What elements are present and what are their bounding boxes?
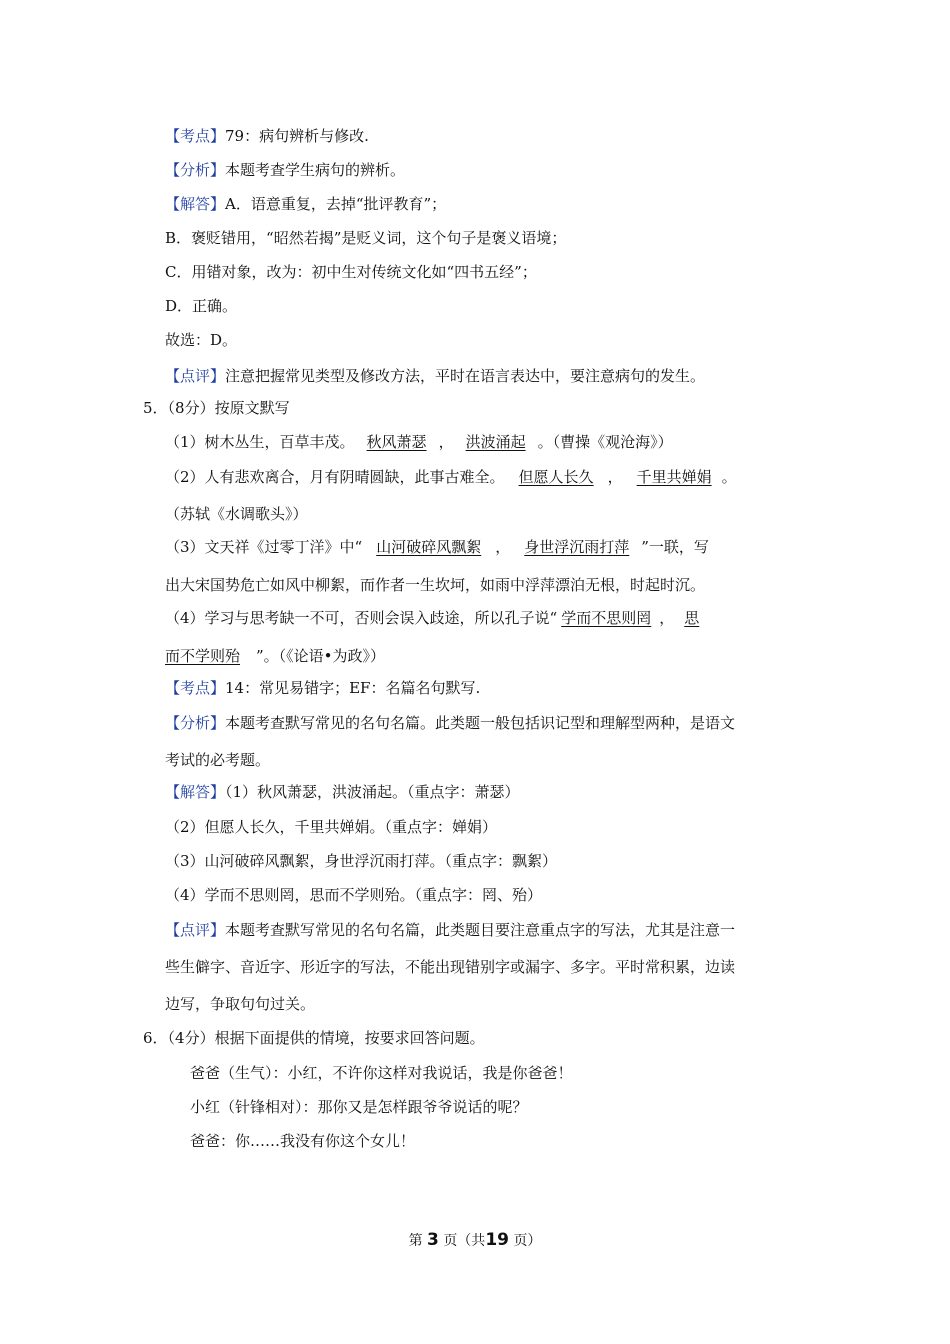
item-text: （2）人有悲欢离合，月有阴晴圆缺，此事古难全。 xyxy=(165,468,505,486)
guxuan-text: 故选：D。 xyxy=(165,331,238,349)
dianping-line-q4 xyxy=(165,366,705,386)
question-number: 6． xyxy=(143,1029,168,1047)
item-text: （4）学习与思考缺一不可，否则会误入歧途，所以孔子说“ xyxy=(165,609,558,627)
footer-text: 第 xyxy=(408,1233,423,1249)
punct: ， xyxy=(495,538,511,556)
fenxi-line-q5 xyxy=(165,713,735,733)
jieda-option-b: B．褒贬错用，“昭然若揭”是贬义词，这个句子是褒义语境； xyxy=(165,229,567,247)
punct: ， xyxy=(438,433,454,451)
jieda-item-4: （4）学而不思则罔，思而不学则殆。（重点字：罔、殆） xyxy=(165,886,543,904)
dianping-text: 注意把握常见类型及修改方法，平时在语言表达中，要注意病句的发生。 xyxy=(225,367,706,385)
answer-blank: 学而不思则罔 xyxy=(561,609,652,627)
fenxi-tag: 【分析】 xyxy=(165,161,226,179)
q5-item-1 xyxy=(165,432,673,452)
q5-item-2 xyxy=(165,467,737,487)
total-pages: 19 xyxy=(485,1230,509,1250)
answer-blank: 而不学则殆 xyxy=(165,647,241,665)
dialogue-line-1: 爸爸（生气）：小红，不许你这样对我说话，我是你爸爸！ xyxy=(190,1064,573,1082)
dianping-line-q5 xyxy=(165,920,735,940)
item-text: （1）树木丛生，百草丰茂。 xyxy=(165,433,355,451)
jieda-text: （1）秋风萧瑟，洪波涌起。（重点字：萧瑟） xyxy=(225,783,520,801)
q5-item-2-source: （苏轼《水调歌头》） xyxy=(165,505,308,523)
dialogue-line-3: 爸爸：你……我没有你这个女儿！ xyxy=(190,1132,416,1150)
q5-item-3 xyxy=(165,537,709,557)
footer-text: 页） xyxy=(513,1233,542,1249)
question-5-stem xyxy=(143,398,290,418)
jieda-item-3: （3）山河破碎风飘絮，身世浮沉雨打萍。（重点字：飘絮） xyxy=(165,852,558,870)
kaodian-line-q5 xyxy=(165,678,480,698)
jieda-option-d: D．正确。 xyxy=(165,297,238,315)
answer-blank: 千里共婵娟 xyxy=(636,468,712,486)
q5-item-4-line2 xyxy=(165,646,385,666)
kaodian-text: 79：病句辨析与修改. xyxy=(225,127,369,145)
dianping-tag: 【点评】 xyxy=(165,921,226,939)
fenxi-text: 本题考查学生病句的辨析。 xyxy=(225,161,406,179)
dianping-tag: 【点评】 xyxy=(165,367,226,385)
q5-item-4 xyxy=(165,608,699,628)
question-stem: （4分）根据下面提供的情境，按要求回答问题。 xyxy=(167,1029,485,1047)
punct: ， xyxy=(659,609,675,627)
answer-blank: 身世浮沉雨打萍 xyxy=(524,538,630,556)
question-6-stem xyxy=(143,1028,485,1048)
answer-blank: 但愿人长久 xyxy=(518,468,594,486)
item-text: ”一联，写 xyxy=(641,538,709,556)
footer-text: 页（共 xyxy=(443,1233,486,1249)
fenxi-text: 本题考查默写常见的名句名篇。此类题一般包括识记型和理解型两种，是语文 xyxy=(225,714,736,732)
kaodian-tag: 【考点】 xyxy=(165,679,226,697)
punct: ， xyxy=(607,468,623,486)
dianping-text-cont: 些生僻字、音近字、形近字的写法，不能出现错别字或漏字、多字。平时常积累，边读 xyxy=(165,958,736,976)
jieda-line-q4 xyxy=(165,194,446,214)
jieda-tag: 【解答】 xyxy=(165,195,226,213)
item-text: （3）文天祥《过零丁洋》中“ xyxy=(165,538,363,556)
jieda-line-q5 xyxy=(165,782,520,802)
question-stem: （8分）按原文默写 xyxy=(167,399,290,417)
item-source: 。（曹操《观沧海》） xyxy=(537,433,673,451)
answer-blank: 洪波涌起 xyxy=(465,433,526,451)
q5-item-3-line2: 出大宋国势危亡如风中柳絮，而作者一生坎坷，如雨中浮萍漂泊无根，时起时沉。 xyxy=(165,576,706,594)
answer-blank: 思 xyxy=(684,609,700,627)
jieda-item-2: （2）但愿人长久，千里共婵娟。（重点字：婵娟） xyxy=(165,818,498,836)
fenxi-line-q4 xyxy=(165,160,405,180)
question-number: 5． xyxy=(143,399,168,417)
item-source: ”。（《论语•为政》） xyxy=(256,647,386,665)
page-footer xyxy=(0,1230,950,1250)
dialogue-line-2: 小红（针锋相对）：那你又是怎样跟爷爷说话的呢？ xyxy=(190,1098,528,1116)
kaodian-text: 14：常见易错字；EF：名篇名句默写. xyxy=(225,679,481,697)
jieda-option-a: A．语意重复，去掉“批评教育”； xyxy=(225,195,447,213)
dianping-text: 本题考查默写常见的名句名篇，此类题目要注意重点字的写法，尤其是注意一 xyxy=(225,921,736,939)
dianping-text-cont: 边写，争取句句过关。 xyxy=(165,995,316,1013)
jieda-option-c: C．用错对象，改为：初中生对传统文化如“四书五经”； xyxy=(165,263,537,281)
page-number: 3 xyxy=(427,1230,439,1250)
punct: 。 xyxy=(721,468,737,486)
fenxi-text-cont: 考试的必考题。 xyxy=(165,751,271,769)
kaodian-line-q4 xyxy=(165,126,369,146)
jieda-tag: 【解答】 xyxy=(165,783,226,801)
answer-blank: 山河破碎风飘絮 xyxy=(376,538,482,556)
kaodian-tag: 【考点】 xyxy=(165,127,226,145)
answer-blank: 秋风萧瑟 xyxy=(366,433,427,451)
fenxi-tag: 【分析】 xyxy=(165,714,226,732)
